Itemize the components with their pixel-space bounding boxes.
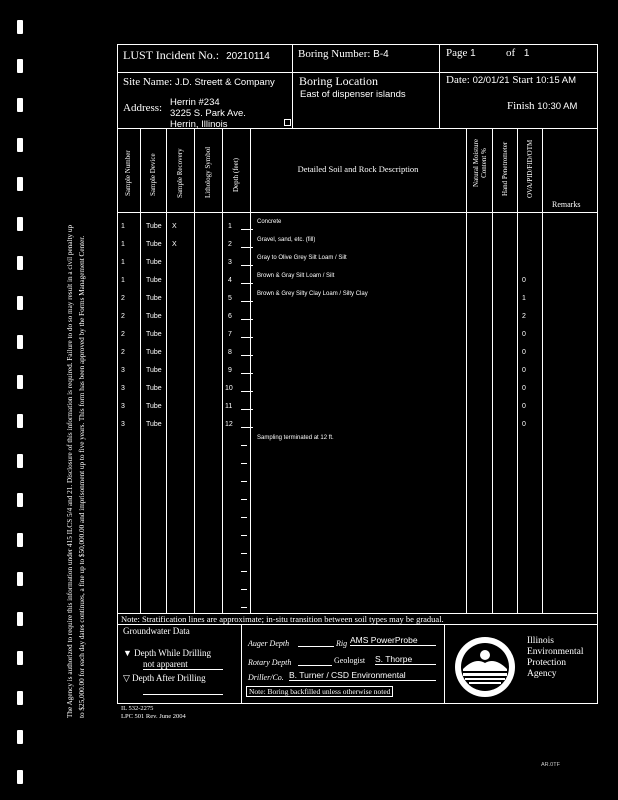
row-2-recovery: X (172, 241, 177, 248)
row-2-sample: 1 (121, 241, 125, 248)
row-1-recovery: X (172, 223, 177, 230)
row-8-depth: 8 (228, 349, 232, 356)
col-ova: OVA/PID/FID/OTM (526, 139, 534, 198)
incident-label: LUST Incident No.: (123, 48, 220, 62)
rotary-line (298, 665, 332, 666)
row-1-depth: 1 (228, 223, 232, 230)
geologist-label: Geologist (334, 656, 366, 665)
row-3-device: Tube (146, 259, 162, 266)
agency-line-4: Agency (527, 669, 557, 679)
row-3-sample: 1 (121, 259, 125, 266)
address-block (170, 97, 246, 128)
row-5-depth: 5 (228, 295, 232, 302)
finish-label: Finish (507, 100, 535, 112)
row-12-device: Tube (146, 421, 162, 428)
col-sample-recovery: Sample Recovery (176, 148, 184, 198)
row-10-ova: 0 (522, 385, 526, 392)
row-5-device: Tube (146, 295, 162, 302)
row-12-ova: 0 (522, 421, 526, 428)
row-8-ova: 0 (522, 349, 526, 356)
row-10-sample: 3 (121, 385, 125, 392)
address-label: Address: (123, 102, 163, 114)
date-value: 02/01/21 (472, 75, 510, 86)
address-scroll-icon (284, 119, 291, 126)
iepa-logo-icon (453, 635, 517, 699)
driller-value: B. Turner / CSD Environmental (289, 670, 436, 681)
row-5-sample: 2 (121, 295, 125, 302)
row-9-device: Tube (146, 367, 162, 374)
date-label: Date: (446, 74, 470, 86)
row-2-device: Tube (146, 241, 162, 248)
agency-line-3: Protection (527, 658, 567, 668)
row-10-depth: 10 (225, 385, 233, 392)
boring-location-label: Boring Location (299, 74, 378, 88)
auger-label: Auger Depth (248, 639, 290, 648)
after-drilling-line (143, 694, 223, 695)
col-sample-device: Sample Device (149, 153, 157, 196)
col-sample-number: Sample Number (124, 150, 132, 196)
groundwater-title: Groundwater Data (123, 626, 190, 636)
form-footer (121, 705, 186, 721)
boring-location-value: East of dispenser islands (300, 89, 406, 100)
row-11-sample: 3 (121, 403, 125, 410)
row-1-desc: Concrete (257, 219, 282, 225)
page-label: Page (446, 47, 468, 59)
row-9-depth: 9 (228, 367, 232, 374)
filled-triangle-icon: ▼ (123, 648, 132, 658)
auger-line (298, 646, 334, 647)
while-drilling-label: Depth While Drilling (134, 648, 211, 658)
agency-name (527, 636, 583, 680)
row-7-sample: 2 (121, 331, 125, 338)
row-4-sample: 1 (121, 277, 125, 284)
row-2-depth: 2 (228, 241, 232, 248)
row-8-sample: 2 (121, 349, 125, 356)
site-name-value: J.D. Streett & Company (174, 77, 275, 88)
page-value: 1 (470, 48, 476, 59)
row-11-depth: 11 (225, 403, 233, 410)
after-drilling-label: Depth After Drilling (132, 673, 206, 683)
row-9-ova: 0 (522, 367, 526, 374)
geologist-value: S. Thorpe (375, 654, 436, 665)
boring-number-value: B-4 (373, 49, 389, 60)
col-penetrometer: Hand Penetrometer (501, 141, 509, 196)
row-1-sample: 1 (121, 223, 125, 230)
rig-value: AMS PowerProbe (350, 635, 436, 646)
agency-line-2: Environmental (527, 647, 584, 657)
row-1-device: Tube (146, 223, 162, 230)
row-10-device: Tube (146, 385, 162, 392)
boring-number-label: Boring Number: (298, 48, 371, 60)
row-2-desc: Gravel, sand, etc. (fill) (257, 237, 316, 243)
row-12-depth: 12 (225, 421, 233, 428)
row-7-depth: 7 (228, 331, 232, 338)
col-lithology-symbol: Lithology Symbol (204, 146, 212, 198)
row-6-device: Tube (146, 313, 162, 320)
col-depth: Depth (feet) (232, 157, 240, 192)
while-drilling-value: not apparent (143, 659, 223, 670)
stratification-note: Note: Stratification lines are approximate; in-situ transition between soil types may be gradual. (121, 614, 444, 624)
incident-value: 20210114 (226, 51, 270, 62)
agency-line-1: Illinois (527, 636, 554, 646)
row-11-ova: 0 (522, 403, 526, 410)
rig-label: Rig (336, 639, 348, 648)
of-value: 1 (523, 48, 530, 59)
row-8-device: Tube (146, 349, 162, 356)
driller-label: Driller/Co. (248, 673, 284, 682)
row-12-sample: 3 (121, 421, 125, 428)
row-3-desc: Gray to Olive Grey Silt Loam / Silt (257, 255, 347, 261)
row-3-depth: 3 (228, 259, 232, 266)
terminated-note: Sampling terminated at 12 ft. (257, 435, 334, 441)
row-5-desc: Brown & Grey Silty Clay Loam / Silty Clay (257, 291, 368, 297)
rotary-label: Rotary Depth (248, 658, 292, 667)
row-11-device: Tube (146, 403, 162, 410)
side-notice-line2: to $25,000.00 for each day dates continues, a fine up to $50,000.00 and imprisonment up to five years. This form has been approved by the Forms Management Center. (78, 235, 86, 718)
row-9-sample: 3 (121, 367, 125, 374)
row-5-ova: 1 (522, 295, 526, 302)
row-7-ova: 0 (522, 331, 526, 338)
address-line-1: Herrin #234 (170, 97, 220, 108)
row-4-desc: Brown & Gray Silt Loam / Silt (257, 273, 335, 279)
row-6-ova: 2 (522, 313, 526, 320)
col-description: Detailed Soil and Rock Description (297, 164, 419, 174)
outline-triangle-icon: ▽ (123, 673, 130, 683)
start-label: Start (512, 74, 534, 86)
row-6-sample: 2 (121, 313, 125, 320)
col-moisture: Natural Moisture Content % (472, 139, 488, 188)
row-4-depth: 4 (228, 277, 232, 284)
side-notice-line1: The Agency is authorized to require this information under 415 ILCS 5/4 and 21. Disclosure of this information is required. Failure to do so may result in a civil penalty up (66, 224, 74, 718)
finish-value: 10:30 AM (537, 101, 578, 112)
start-value: 10:15 AM (535, 75, 576, 86)
row-7-device: Tube (146, 331, 162, 338)
row-4-ova: 0 (522, 277, 526, 284)
form-rev: LPC 501 Rev. June 2004 (121, 713, 186, 720)
site-name-label: Site Name: (123, 76, 173, 88)
of-label: of (506, 47, 516, 59)
row-6-depth: 6 (228, 313, 232, 320)
address-line-2: 3225 S. Park Ave. (170, 108, 246, 119)
address-line-3: Herrin, Illinois (170, 119, 228, 128)
row-4-device: Tube (146, 277, 162, 284)
form-code: IL 532-2275 (121, 705, 154, 712)
backfill-note: Note: Boring backfilled unless otherwise noted (246, 686, 393, 697)
col-remarks: Remarks (552, 200, 581, 209)
corner-mark: AR.0TF (541, 762, 560, 768)
